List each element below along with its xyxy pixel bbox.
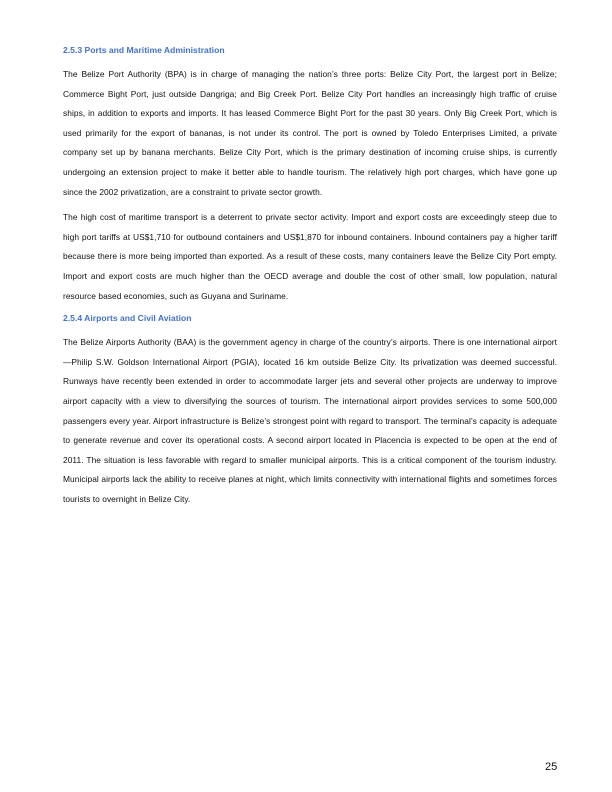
paragraph: The high cost of maritime transport is a deterrent to private sector activity. Import and export costs are exceedingly steep due to high port tariffs at US$1,710 for outbound containers and US$1,870 for inbound containers. Inbound containers pay a higher tariff because there is more being imported than exported. As a result of these costs, many containers leave the Belize City Port empty. Import and export costs are much higher than the OECD average and double the cost of other small, low population, natural resource based economies, such as Guyana and Suriname. (63, 212, 557, 301)
paragraph: The Belize Airports Authority (BAA) is the government agency in charge of the country’s airports. There is one international airport —Philip S.W. Goldson International Airport (PGIA), located 16 km outside Belize City. Its privatization was deemed successful. Runways have recently been extended in order to accommodate larger jets and several other projects are underway to improve airport capacity with a view to diversifying the sources of tourism. The international airport provides services to some 500,000 passengers every year. Airport infrastructure is Belize’s strongest point with regard to transport. The terminal’s capacity is adequate to generate revenue and cover its operational costs. A second airport located in Placencia is expected to be open at the end of 2011. The situation is less favorable with regard to smaller municipal airports. This is a critical component of the tourism industry. Municipal airports lack the ability to receive planes at night, which limits connectivity with international flights and sometimes forces tourists to overnight in Belize City. (63, 337, 557, 504)
section-ports-maritime (63, 44, 557, 306)
section-heading: 2.5.4 Airports and Civil Aviation (63, 313, 192, 324)
paragraph: The Belize Port Authority (BPA) is in charge of managing the nation’s three ports: Belize City Port, the largest port in Belize; Commerce Bight Port, just outside Dangriga; and Big Creek Port. Belize City Port handles an increasingly high traffic of cruise ships, in addition to exports and imports. It has leased Commerce Bight Port for the past 30 years. Only Big Creek Port, which is used primarily for the export of bananas, is not under its control. The port is owned by Toledo Enterprises Limited, a private company set up by banana merchants. Belize City Port, which is the primary destination of incoming cruise ships, is currently undergoing an extension project to make it better able to handle tourism. The relatively high port charges, which have gone up since the 2002 privatization, are a constraint to private sector growth. (63, 69, 557, 197)
page-number: 25 (545, 761, 558, 773)
page-content (63, 44, 557, 515)
section-heading: 2.5.3 Ports and Maritime Administration (63, 45, 225, 55)
section-airports-aviation (63, 312, 557, 509)
